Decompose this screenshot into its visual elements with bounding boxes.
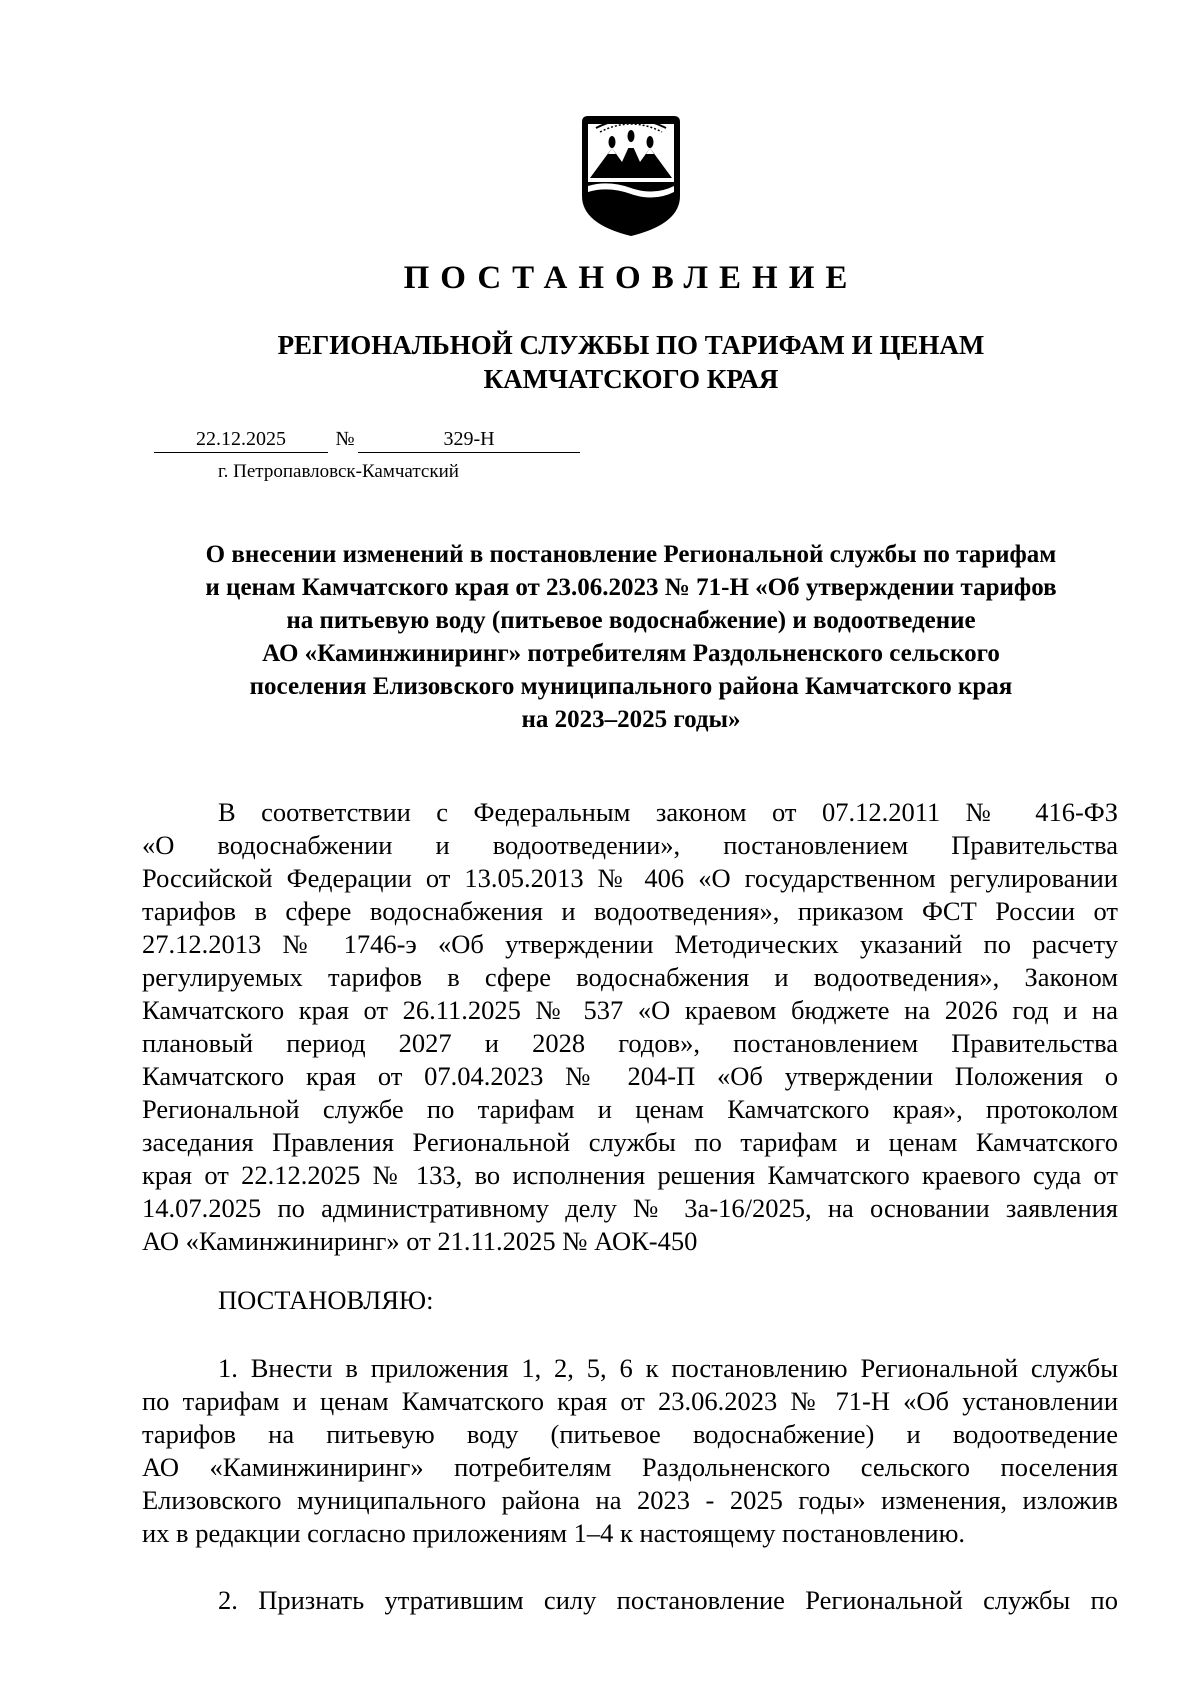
paragraph-line: 14.07.2025 по административному делу № 3а-16/2025, на основании заявления [142,1193,1118,1223]
paragraph-line: Камчатского края от 26.11.2025 № 537 «О краевом бюджете на 2026 год и на [142,995,1118,1025]
paragraph-line: регулируемых тарифов в сфере водоснабжения и водоотведения», Законом [142,962,1118,992]
decree-word: ПОСТАНОВЛЯЮ: [218,1285,434,1315]
subject-line: на 2023–2025 годы» [521,706,741,733]
paragraph-line: АО «Каминжиниринг» потребителям Раздольненского сельского поселения [142,1452,1118,1482]
paragraph-line: Камчатского края от 07.04.2023 № 204-П «Об утверждении Положения о [142,1061,1118,1091]
item-1-paragraph [142,1352,1118,1550]
document-title: ПОСТАНОВЛЕНИЕ [403,260,859,296]
agency-name-line: КАМЧАТСКОГО КРАЯ [483,364,779,394]
paragraph-line: Региональной службе по тарифам и ценам Камчатского края», протоколом [142,1094,1118,1124]
subject-line: поселения Елизовского муниципального района Камчатского края [249,673,1013,700]
document-subject [140,538,1122,736]
kamchatka-coat-of-arms-icon [578,112,684,240]
paragraph-line: края от 22.12.2025 № 133, во исполнения решения Камчатского краевого суда от [142,1160,1118,1190]
number-label: № [335,428,355,450]
paragraph-line: их в редакции согласно приложениям 1–4 к настоящему постановлению. [142,1518,966,1548]
paragraph-line: 1. Внести в приложения 1, 2, 5, 6 к постановлению Региональной службы [218,1353,1118,1383]
paragraph-line: Российской Федерации от 13.05.2013 № 406 «О государственном регулировании [142,863,1118,893]
subject-line: АО «Каминжиниринг» потребителям Раздольненского сельского [262,640,1000,667]
agency-name-line: РЕГИОНАЛЬНОЙ СЛУЖБЫ ПО ТАРИФАМ И ЦЕНАМ [277,330,985,360]
agency-name [0,328,1200,396]
paragraph-line: по тарифам и ценам Камчатского края от 23.06.2023 № 71-Н «Об установлении [142,1386,1118,1416]
subject-line: О внесении изменений в постановление Региональной службы по тарифам [205,541,1057,568]
preamble-paragraph [142,796,1118,1258]
paragraph-line: 2. Признать утратившим силу постановление Региональной службы по [218,1585,1118,1615]
subject-line: и ценам Камчатского края от 23.06.2023 № 71-Н «Об утверждении тарифов [205,574,1057,601]
city-name: г. Петропавловск-Камчатский [218,461,459,482]
paragraph-line: В соответствии с Федеральным законом от 07.12.2011 № 416-ФЗ [218,797,1118,827]
document-number: 329-Н [358,426,580,453]
paragraph-line: «О водоснабжении и водоотведении», постановлением Правительства [142,830,1118,860]
paragraph-line: АО «Каминжиниринг» от 21.11.2025 № АОК-450 [142,1226,698,1256]
subject-line: на питьевую воду (питьевое водоснабжение) и водоотведение [286,607,976,634]
document-date: 22.12.2025 [154,426,328,453]
paragraph-line: 27.12.2013 № 1746-э «Об утверждении Методических указаний по расчету [142,929,1118,959]
paragraph-line: Елизовского муниципального района на 2023 - 2025 годы» изменения, изложив [142,1485,1118,1515]
paragraph-line: тарифов в сфере водоснабжения и водоотведения», приказом ФСТ России от [142,896,1118,926]
item-2-paragraph [142,1584,1118,1617]
paragraph-line: плановый период 2027 и 2028 годов», постановлением Правительства [142,1028,1118,1058]
paragraph-line: тарифов на питьевую воду (питьевое водоснабжение) и водоотведение [142,1419,1118,1449]
paragraph-line: заседания Правления Региональной службы по тарифам и ценам Камчатского [142,1127,1118,1157]
